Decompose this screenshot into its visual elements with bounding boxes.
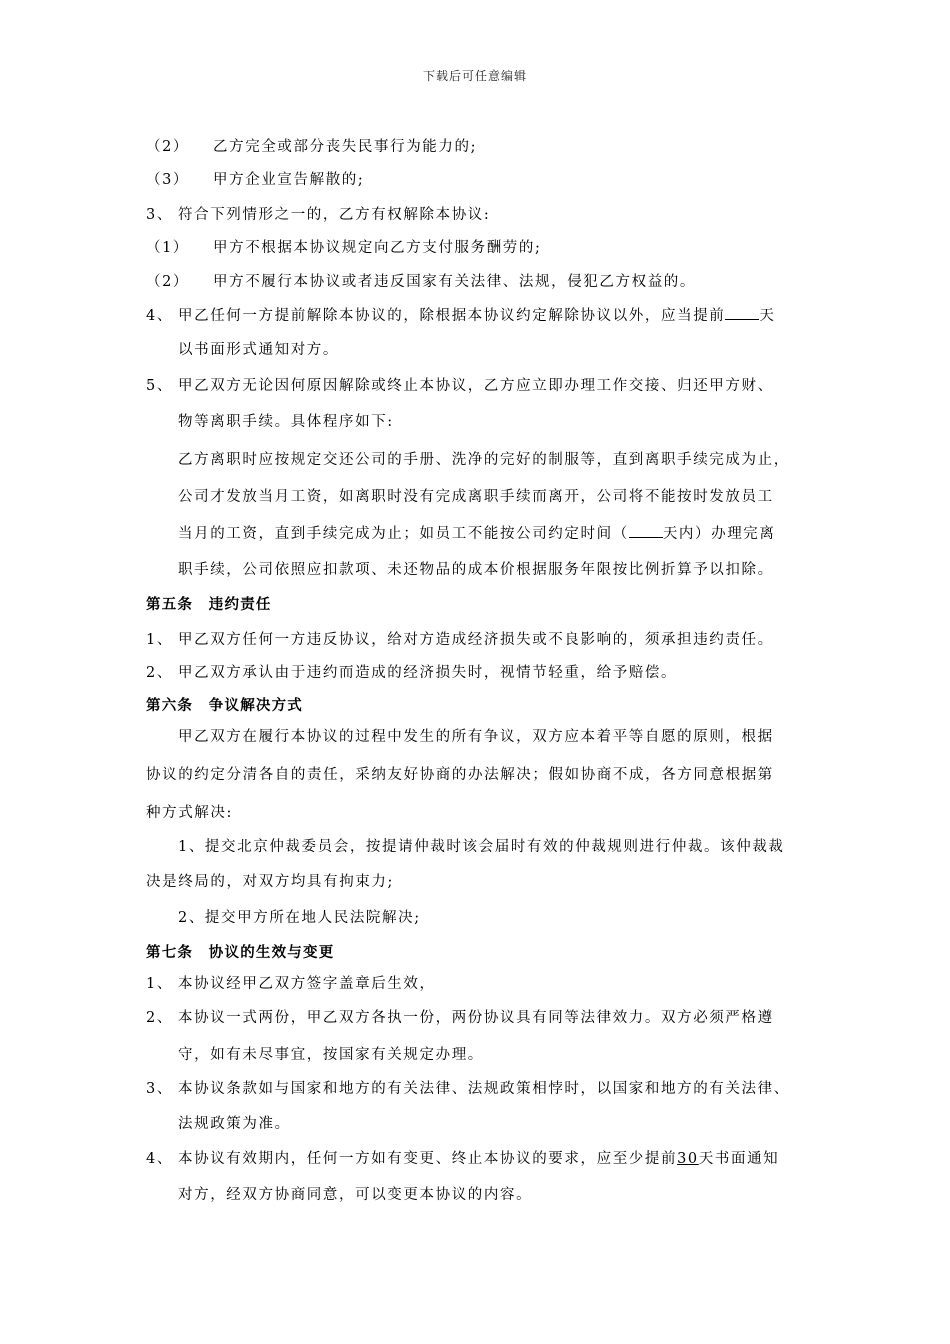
paragraph-line (213, 270, 696, 291)
item-number: 4、 (146, 308, 173, 324)
section-heading: 第六条 争议解决方式 (146, 697, 303, 714)
paragraph-line (178, 1147, 779, 1168)
line-text: 本协议经甲乙双方签字盖章后生效， (178, 976, 436, 992)
line-text: 种方式解决: (146, 805, 233, 821)
paragraph-line (178, 1112, 291, 1133)
paragraph-line (178, 448, 790, 469)
paragraph-line (178, 1077, 790, 1098)
line-text: 本协议有效期内，任何一方如有变更、终止本协议的要求，应至少提前 (178, 1151, 678, 1167)
paragraph-line (146, 763, 774, 784)
item-number: 4、 (146, 1151, 173, 1167)
line-text: 甲方不履行本协议或者违反国家有关法律、法规，侵犯乙方权益的。 (213, 274, 696, 290)
line-text: 甲乙任何一方提前解除本协议的，除根据本协议约定解除协议以外，应当提前 (178, 308, 726, 324)
line-text: 决是终局的，对双方均具有拘束力; (146, 874, 394, 890)
item-number: 1、 (146, 976, 173, 992)
paragraph-line (178, 558, 774, 579)
item-number: 3、 (146, 207, 173, 223)
line-text: 当月的工资，直到手续完成为止；如员工不能按公司约定时间（ (178, 526, 629, 542)
line-text: 甲乙双方在履行本协议的过程中发生的所有争议，双方应本着平等自愿的原则，根据 (178, 729, 774, 745)
paragraph-line (178, 374, 774, 395)
paragraph-line (178, 972, 436, 993)
item-number: 2、 (146, 1010, 173, 1026)
fill-in-blank[interactable] (725, 305, 759, 320)
paragraph-line (213, 236, 541, 257)
item-number: 1、 (146, 632, 173, 648)
section-heading: 第五条 违约责任 (146, 596, 272, 613)
line-text: 甲乙双方任何一方违反协议，给对方造成经济损失或不良影响的，须承担违约责任。 (178, 632, 774, 648)
line-text: 本协议条款如与国家和地方的有关法律、法规政策相悖时，以国家和地方的有关法律、 (178, 1081, 790, 1097)
paragraph-line (213, 135, 477, 156)
paragraph-line (178, 835, 785, 856)
line-text: 乙方完全或部分丧失民事行为能力的; (213, 139, 478, 155)
page-header: 下载后可任意编辑 (422, 69, 527, 83)
line-text-after: 天 (759, 308, 776, 324)
paragraph-line (178, 410, 394, 431)
item-number: 2、 (146, 665, 173, 681)
item-number: 3、 (146, 1081, 173, 1097)
paragraph-line (178, 661, 677, 682)
paragraph-line (178, 725, 774, 746)
line-text: 甲方不根据本协议规定向乙方支付服务酬劳的; (213, 240, 542, 256)
line-text: 甲乙双方无论因何原因解除或终止本协议，乙方应立即办理工作交接、归还甲方财、 (178, 378, 774, 394)
item-number: （1） (146, 240, 190, 256)
item-number: （3） (146, 172, 190, 188)
line-text: 职手续，公司依照应扣款项、未还物品的成本价根据服务年限按比例折算予以扣除。 (178, 562, 774, 578)
section-heading: 第七条 协议的生效与变更 (146, 944, 335, 961)
paragraph-line (178, 485, 774, 506)
fill-in-blank[interactable] (629, 523, 663, 538)
line-text: 乙方离职时应按规定交还公司的手册、洗净的完好的制服等，直到离职手续完成为止， (178, 452, 790, 468)
item-number: （2） (146, 139, 190, 155)
line-text: 物等离职手续。具体程序如下: (178, 414, 394, 430)
line-text: 甲方企业宣告解散的; (213, 172, 365, 188)
paragraph-line (178, 304, 776, 325)
line-text: 2、提交甲方所在地人民法院解决; (178, 910, 421, 926)
paragraph-line (178, 203, 490, 224)
paragraph-line (146, 801, 233, 822)
line-text: 甲乙双方承认由于违约而造成的经济损失时，视情节轻重，给予赔偿。 (178, 665, 678, 681)
line-text: 本协议一式两份，甲乙双方各执一份，两份协议具有同等法律效力。双方必须严格遵 (178, 1010, 774, 1026)
line-text: 守，如有未尽事宜，按国家有关规定办理。 (178, 1047, 484, 1063)
paragraph-line (178, 522, 776, 543)
line-text: 以书面形式通知对方。 (178, 342, 339, 358)
line-text: 符合下列情形之一的，乙方有权解除本协议: (178, 207, 491, 223)
paragraph-line (178, 906, 421, 927)
underlined-value: 30 (677, 1151, 699, 1167)
paragraph-line (213, 168, 364, 189)
paragraph-line (178, 628, 774, 649)
paragraph-line (178, 1043, 484, 1064)
line-text-after: 天内）办理完离 (662, 526, 776, 542)
item-number: 5、 (146, 378, 173, 394)
line-text: 对方，经双方协商同意，可以变更本协议的内容。 (178, 1187, 533, 1203)
paragraph-line (178, 338, 339, 359)
paragraph-line (178, 1006, 774, 1027)
item-number: （2） (146, 274, 190, 290)
line-text: 公司才发放当月工资，如离职时没有完成离职手续而离开，公司将不能按时发放员工 (178, 489, 774, 505)
line-text: 协议的约定分清各自的责任，采纳友好协商的办法解决；假如协商不成，各方同意根据第 (146, 767, 774, 783)
paragraph-line (146, 870, 394, 891)
paragraph-line (178, 1183, 532, 1204)
line-text: 法规政策为准。 (178, 1116, 291, 1132)
line-text-after: 天书面通知 (698, 1151, 780, 1167)
line-text: 1、提交北京仲裁委员会，按提请仲裁时该会届时有效的仲裁规则进行仲裁。该仲裁裁 (178, 839, 785, 855)
